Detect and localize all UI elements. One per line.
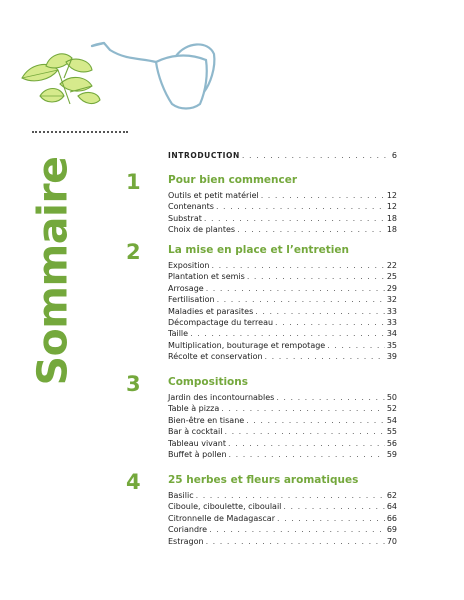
entry-label: Coriandre — [168, 525, 208, 535]
page-title: Sommaire — [28, 156, 77, 386]
dot-leader — [224, 426, 384, 437]
entry-label: Contenants — [168, 202, 214, 212]
toc-entry[interactable] — [168, 351, 397, 362]
toc-entry[interactable] — [168, 403, 397, 414]
entry-label: Table à pizza — [168, 404, 220, 414]
entry-page: 55 — [386, 427, 397, 437]
entry-label: Choix de plantes — [168, 225, 236, 235]
dot-leader — [206, 283, 385, 294]
leaf-sprig-icon — [22, 54, 100, 104]
dot-leader — [265, 351, 385, 362]
entry-page: 25 — [386, 272, 397, 282]
dot-leader — [229, 449, 385, 460]
entry-label: Plantation et semis — [168, 272, 245, 282]
entry-page: 70 — [386, 536, 397, 546]
toc-entry[interactable] — [168, 392, 397, 403]
dot-leader — [246, 415, 385, 426]
entry-label: Récolte et conservation — [168, 352, 263, 362]
entry-label: Substrat — [168, 213, 202, 223]
dot-leader — [228, 438, 385, 449]
entry-page: 56 — [386, 438, 397, 448]
section-number: 3 — [126, 372, 141, 396]
section-number: 1 — [126, 170, 141, 194]
toc-entry[interactable] — [168, 294, 397, 305]
dot-leader — [276, 392, 385, 403]
toc-entry[interactable] — [168, 224, 397, 235]
dotted-divider — [32, 131, 128, 133]
entry-label: Arrosage — [168, 283, 204, 293]
entry-label: Taille — [168, 329, 189, 339]
dot-leader — [283, 501, 384, 512]
toc-entry[interactable] — [168, 213, 397, 224]
entry-page: 34 — [386, 329, 397, 339]
title-area — [28, 156, 78, 386]
entry-label: Fertilisation — [168, 295, 215, 305]
entry-label: Basilic — [168, 491, 194, 500]
dot-leader — [190, 328, 385, 339]
entry-label: Décompactage du terreau — [168, 317, 274, 327]
entry-page: 66 — [386, 513, 397, 523]
entry-label: Multiplication, bouturage et rempotage — [168, 340, 326, 350]
section-title: Pour bien commencer — [168, 174, 298, 186]
entry-page: 62 — [386, 491, 397, 500]
watering-can-icon — [92, 43, 214, 109]
toc-entry[interactable] — [168, 201, 397, 212]
toc-entry[interactable] — [168, 283, 397, 294]
toc-entry[interactable] — [168, 524, 397, 535]
dot-leader — [247, 271, 385, 282]
introduction-entry[interactable] — [168, 150, 397, 161]
toc-entry[interactable] — [168, 438, 397, 449]
dot-leader — [206, 536, 385, 547]
entry-page: 32 — [386, 295, 397, 305]
dot-leader — [327, 340, 385, 351]
entry-page: 33 — [386, 306, 397, 316]
section-title: La mise en place et l’entretien — [168, 244, 349, 256]
decoration — [0, 0, 464, 140]
toc-entry[interactable] — [168, 340, 397, 351]
entry-page: 50 — [386, 393, 397, 402]
toc-entry[interactable] — [168, 260, 397, 271]
entry-page: 33 — [386, 317, 397, 327]
entry-label: Outils et petit matériel — [168, 191, 259, 200]
toc-entry[interactable] — [168, 426, 397, 437]
toc-entry[interactable] — [168, 328, 397, 339]
toc-entry[interactable] — [168, 490, 397, 501]
entry-page: 52 — [386, 404, 397, 414]
entry-label: Citronnelle de Madagascar — [168, 513, 275, 523]
dot-leader — [216, 201, 385, 212]
dot-leader — [196, 490, 385, 501]
section-title: 25 herbes et fleurs aromatiques — [168, 474, 359, 486]
dot-leader — [211, 260, 384, 271]
dot-leader — [275, 317, 385, 328]
entry-page: 69 — [386, 525, 397, 535]
toc-entry[interactable] — [168, 415, 397, 426]
entry-label: Estragon — [168, 536, 204, 546]
section-number: 2 — [126, 240, 141, 264]
entry-label: Ciboule, ciboulette, ciboulail — [168, 502, 282, 512]
section-title: Compositions — [168, 376, 248, 388]
dot-leader — [209, 524, 385, 535]
entry-label: Exposition — [168, 261, 210, 270]
toc-entry[interactable] — [168, 501, 397, 512]
entry-page: 59 — [386, 449, 397, 459]
toc-entry[interactable] — [168, 513, 397, 524]
dot-leader — [277, 513, 385, 524]
entry-page: 35 — [386, 340, 397, 350]
entry-page: 22 — [386, 261, 397, 270]
entry-label: Jardin des incontournables — [168, 393, 275, 402]
toc-entry[interactable] — [168, 536, 397, 547]
dot-leader — [237, 224, 385, 235]
toc-entry[interactable] — [168, 317, 397, 328]
toc-entry[interactable] — [168, 306, 397, 317]
dot-leader — [217, 294, 385, 305]
entry-label: INTRODUCTION — [168, 151, 240, 160]
entry-page: 29 — [386, 283, 397, 293]
entry-page: 54 — [386, 415, 397, 425]
toc-entry[interactable] — [168, 449, 397, 460]
dot-leader — [204, 213, 385, 224]
entry-page: 12 — [386, 202, 397, 212]
entry-page: 6 — [391, 151, 397, 160]
entry-page: 64 — [386, 502, 397, 512]
toc-entry[interactable] — [168, 190, 397, 201]
entry-page: 18 — [386, 225, 397, 235]
entry-page: 12 — [386, 191, 397, 200]
section-number: 4 — [126, 470, 141, 494]
entry-page: 18 — [386, 213, 397, 223]
entry-page: 39 — [386, 352, 397, 362]
entry-label: Tableau vivant — [168, 438, 227, 448]
dot-leader — [221, 403, 385, 414]
entry-label: Buffet à pollen — [168, 449, 227, 459]
entry-label: Bar à cocktail — [168, 427, 223, 437]
toc-entry[interactable] — [168, 271, 397, 282]
entry-label: Bien-être en tisane — [168, 415, 245, 425]
dot-leader — [242, 150, 390, 161]
entry-label: Maladies et parasites — [168, 306, 254, 316]
dot-leader — [255, 306, 385, 317]
dot-leader — [261, 190, 385, 201]
